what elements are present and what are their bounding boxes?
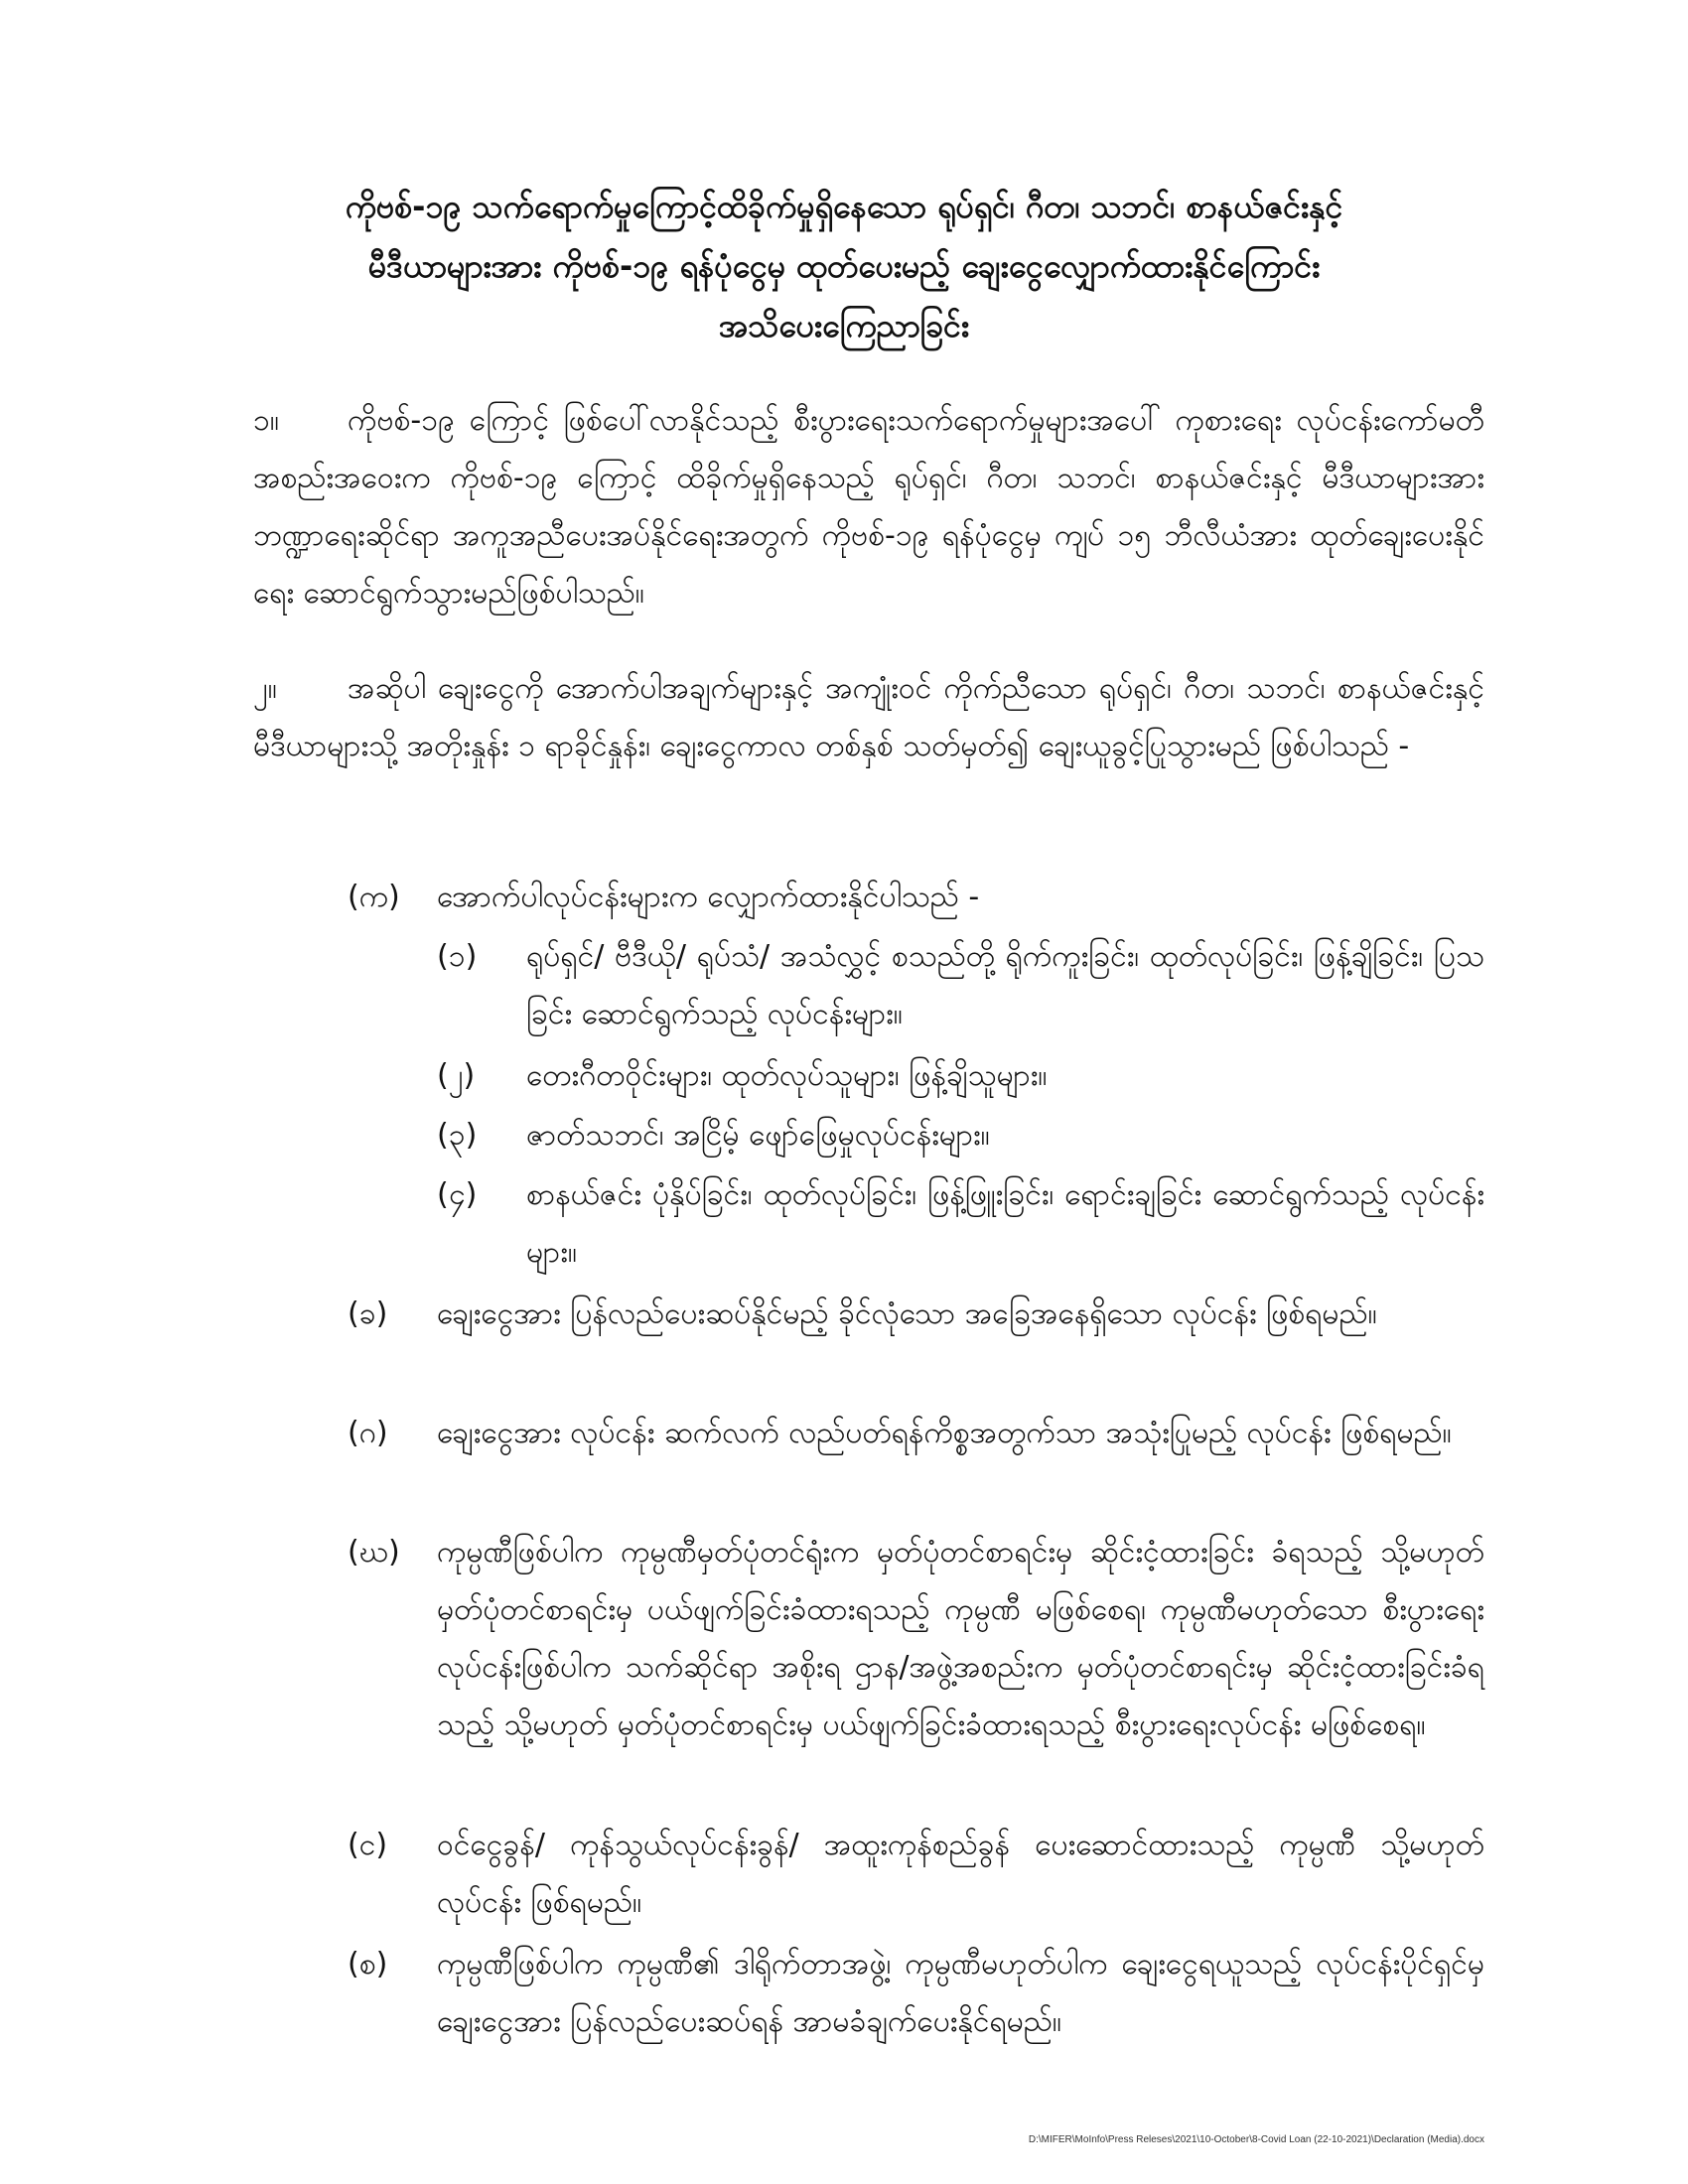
list-item-text: ဇာတ်သဘင်၊ အငြိမ့် ဖျော်ဖြေမှုလုပ်ငန်းများ။ — [526, 1118, 990, 1153]
title-line-1: ကိုဗစ်-၁၉ သက်ရောက်မှုကြောင့်ထိခိုက်မှုရှိနေသော ရုပ်ရှင်၊ ဂီတ၊ သဘင်၊ စာနယ်ဇင်းနှင့် — [345, 188, 1343, 225]
list-marker: (ဃ) — [348, 1535, 400, 1570]
sub-list-item — [437, 928, 1484, 1043]
list-marker: (၁) — [437, 939, 478, 974]
title-line-2: မီဒီယာများအား ကိုဗစ်-၁၉ ရန်ပုံငွေမှ ထုတ်ပေးမည့် ချေးငွေလျှောက်ထားနိုင်ကြောင်း — [367, 247, 1321, 285]
list-marker: (၂) — [437, 1058, 476, 1093]
list-item — [348, 1524, 1484, 1754]
paragraph-number: ၁။ — [253, 403, 279, 438]
list-item-text: စာနယ်ဇင်း ပုံနှိပ်ခြင်း၊ ထုတ်လုပ်ခြင်း၊ ဖြန့်ဖြူးခြင်း၊ ရောင်းချခြင်း ဆောင်ရွက်သည့် လုပ်ငန်းများ။ — [526, 1177, 1484, 1270]
paragraph-number: ၂။ — [253, 671, 277, 706]
list-marker: (က) — [348, 880, 400, 914]
list-item-text: ဝင်ငွေခွန်/ ကုန်သွယ်လုပ်ငန်းခွန်/ အထူးကုန်စည်ခွန် ပေးဆောင်ထားသည့် ကုမ္ပဏီ သို့မဟုတ် လုပ်ငန်း ဖြစ်ရမည်။ — [437, 1828, 1484, 1920]
title-line-3: အသိပေးကြေညာခြင်း — [718, 307, 970, 344]
list-item — [348, 1936, 1484, 2051]
list-item-text: ရုပ်ရှင်/ ဗီဒီယို/ ရုပ်သံ/ အသံလွှင့် စသည်တို့ ရိုက်ကူးခြင်း၊ ထုတ်လုပ်ခြင်း၊ ဖြန့်ချိခြင်း၊ ပြသခြင်း ဆောင်ရွက်သည့် လုပ်ငန်းများ။ — [526, 939, 1484, 1031]
list-marker: (ဂ) — [348, 1416, 388, 1450]
list-marker: (၃) — [437, 1118, 478, 1153]
sub-list-item — [437, 1047, 1484, 1105]
paragraph-text: ကိုဗစ်-၁၉ ကြောင့် ဖြစ်ပေါ်လာနိုင်သည့် စီးပွားရေးသက်ရောက်မှုများအပေါ် ကုစားရေး လုပ်ငန်းကော်မတီအစည်းအဝေးက ကိုဗစ်-၁၉ ကြောင့် ထိခိုက်မှုရှိနေသည့် ရုပ်ရှင်၊ ဂီတ၊ သဘင်၊ စာနယ်ဇင်းနှင့် မီဒီယာများအား ဘဏ္ဍာရေးဆိုင်ရာ အကူအညီပေးအပ်နိုင်ရေးအတွက် ကိုဗစ်-၁၉ ရန်ပုံငွေမှ ကျပ် ၁၅ ဘီလီယံအား ထုတ်ချေးပေးနိုင်ရေး ဆောင်ရွက်သွားမည်ဖြစ်ပါသည်။ — [253, 403, 1484, 611]
list-item — [348, 1286, 1484, 1343]
list-marker: (၄) — [437, 1177, 478, 1212]
sub-list-item — [437, 1107, 1484, 1164]
paragraph-1 — [253, 392, 1484, 622]
list-item-text: ချေးငွေအား လုပ်ငန်း ဆက်လက် လည်ပတ်ရန်ကိစ္စအတွက်သာ အသုံးပြုမည့် လုပ်ငန်း ဖြစ်ရမည်။ — [437, 1416, 1452, 1450]
list-item — [348, 1817, 1484, 1932]
paragraph-2 — [253, 660, 1484, 775]
list-item-text: ကုမ္ပဏီဖြစ်ပါက ကုမ္ပဏီမှတ်ပုံတင်ရုံးက မှတ်ပုံတင်စာရင်းမှ ဆိုင်းငံ့ထားခြင်း ခံရသည့် သို့မဟုတ် မှတ်ပုံတင်စာရင်းမှ ပယ်ဖျက်ခြင်းခံထားရသည့် ကုမ္ပဏီ မဖြစ်စေရ၊ ကုမ္ပဏီမဟုတ်သော စီးပွားရေးလုပ်ငန်းဖြစ်ပါက သက်ဆိုင်ရာ အစိုးရ ဌာန/အဖွဲ့အစည်းက မှတ်ပုံတင်စာရင်းမှ ဆိုင်းငံ့ထားခြင်းခံရသည့် သို့မဟုတ် မှတ်ပုံတင်စာရင်းမှ ပယ်ဖျက်ခြင်းခံထားရသည့် စီးပွားရေးလုပ်ငန်း မဖြစ်စေရ။ — [437, 1535, 1484, 1742]
list-item-text: ချေးငွေအား ပြန်လည်ပေးဆပ်နိုင်မည့် ခိုင်လုံသော အခြေအနေရှိသော လုပ်ငန်း ဖြစ်ရမည်။ — [437, 1297, 1377, 1331]
list-item — [348, 1405, 1484, 1462]
file-path-footer: D:\MIFER\MoInfo\Press Releses\2021\10-October\8-Covid Loan (22-10-2021)\Declaration (Media).docx — [1028, 2134, 1484, 2145]
list-item-text: အောက်ပါလုပ်ငန်းများက လျှောက်ထားနိုင်ပါသည် - — [437, 880, 980, 914]
list-item — [348, 869, 1484, 926]
list-marker: (င) — [348, 1828, 388, 1862]
list-item-text: တေးဂီတဝိုင်းများ၊ ထုတ်လုပ်သူများ၊ ဖြန့်ချိသူများ။ — [526, 1058, 1048, 1093]
document-title — [258, 177, 1430, 355]
list-marker: (စ) — [348, 1947, 388, 1981]
paragraph-text: အဆိုပါ ချေးငွေကို အောက်ပါအချက်များနှင့် အကျုံးဝင် ကိုက်ညီသော ရုပ်ရှင်၊ ဂီတ၊ သဘင်၊ စာနယ်ဇင်းနှင့် မီဒီယာများသို့ အတိုးနှုန်း ၁ ရာခိုင်နှုန်း၊ ချေးငွေကာလ တစ်နှစ် သတ်မှတ်၍ ချေးယူခွင့်ပြုသွားမည် ဖြစ်ပါသည် - — [253, 671, 1484, 763]
sub-list-item — [437, 1166, 1484, 1282]
list-marker: (ခ) — [348, 1297, 388, 1331]
list-item-text: ကုမ္ပဏီဖြစ်ပါက ကုမ္ပဏီ၏ ဒါရိုက်တာအဖွဲ့၊ ကုမ္ပဏီမဟုတ်ပါက ချေးငွေရယူသည့် လုပ်ငန်းပိုင်ရှင်မှ ချေးငွေအား ပြန်လည်ပေးဆပ်ရန် အာမခံချက်ပေးနိုင်ရမည်။ — [437, 1947, 1484, 2039]
